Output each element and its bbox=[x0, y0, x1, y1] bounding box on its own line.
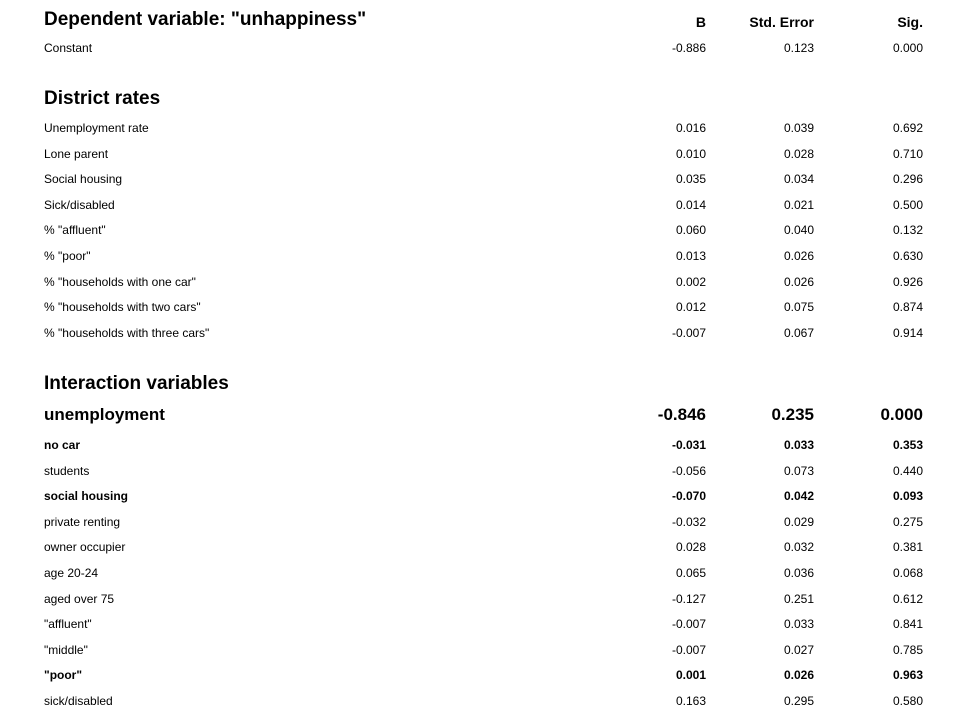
table-row bbox=[0, 643, 960, 657]
table-row bbox=[0, 694, 960, 708]
table-row bbox=[0, 223, 960, 237]
sig-value: 0.785 bbox=[892, 642, 923, 657]
sig-value: 0.353 bbox=[892, 438, 923, 452]
sig-value: 0.093 bbox=[892, 489, 923, 504]
std-error-value: 0.033 bbox=[783, 617, 814, 632]
table-row bbox=[0, 121, 960, 135]
sig-value: 0.500 bbox=[892, 197, 923, 212]
b-value: 0.002 bbox=[675, 274, 706, 289]
sig-value: 0.000 bbox=[880, 405, 923, 424]
b-value: 0.065 bbox=[675, 566, 706, 580]
std-error-value: 0.042 bbox=[783, 489, 814, 504]
table-row bbox=[0, 438, 960, 452]
std-error-value: 0.028 bbox=[783, 146, 814, 161]
b-value: 0.010 bbox=[675, 146, 706, 161]
sig-value: 0.692 bbox=[892, 121, 923, 135]
row-label: "poor" bbox=[44, 668, 83, 683]
table-title: Dependent variable: "unhappiness" bbox=[44, 9, 367, 30]
b-value: -0.032 bbox=[671, 514, 706, 529]
row-label: owner occupier bbox=[44, 540, 126, 555]
row-label: % "affluent" bbox=[44, 223, 106, 238]
unemployment-row bbox=[0, 405, 960, 425]
b-value: -0.070 bbox=[671, 489, 706, 504]
table-row bbox=[0, 275, 960, 289]
b-value: 0.013 bbox=[675, 249, 706, 263]
sig-value: 0.275 bbox=[892, 514, 923, 529]
table-row bbox=[0, 300, 960, 314]
row-label: private renting bbox=[44, 514, 121, 529]
b-value: -0.007 bbox=[671, 617, 706, 632]
row-label: aged over 75 bbox=[44, 591, 115, 606]
b-value: 0.012 bbox=[675, 300, 706, 315]
column-header-sig: Sig. bbox=[897, 14, 923, 30]
sig-value: 0.296 bbox=[892, 172, 923, 187]
b-value: 0.060 bbox=[675, 223, 706, 238]
b-value: -0.007 bbox=[671, 642, 706, 657]
row-label: Social housing bbox=[44, 172, 123, 187]
row-label: % "poor" bbox=[44, 249, 91, 263]
row-label: students bbox=[44, 463, 90, 478]
b-value: -0.007 bbox=[671, 325, 706, 340]
table-row bbox=[0, 172, 960, 186]
b-value: 0.163 bbox=[675, 694, 706, 708]
std-error-value: 0.039 bbox=[783, 121, 814, 135]
sig-value: 0.132 bbox=[892, 223, 923, 238]
sig-value: 0.841 bbox=[892, 617, 923, 632]
constant-row bbox=[0, 41, 960, 55]
column-header-b: B bbox=[695, 14, 706, 30]
b-value: -0.127 bbox=[671, 591, 706, 606]
sig-value: 0.612 bbox=[892, 591, 923, 606]
sig-value: 0.874 bbox=[892, 300, 923, 315]
std-error-value: 0.033 bbox=[783, 438, 814, 452]
sig-value: 0.710 bbox=[892, 146, 923, 161]
row-label: % "households with three cars" bbox=[44, 325, 210, 340]
std-error-value: 0.123 bbox=[783, 41, 814, 55]
sig-value: 0.926 bbox=[892, 274, 923, 289]
table-row bbox=[0, 592, 960, 606]
row-label: unemployment bbox=[44, 405, 165, 424]
table-row bbox=[0, 566, 960, 580]
sig-value: 0.630 bbox=[892, 249, 923, 263]
table-row bbox=[0, 147, 960, 161]
table-header-row bbox=[0, 9, 960, 33]
std-error-value: 0.040 bbox=[783, 223, 814, 238]
std-error-value: 0.036 bbox=[783, 566, 814, 580]
std-error-value: 0.027 bbox=[783, 642, 814, 657]
std-error-value: 0.034 bbox=[783, 172, 814, 187]
b-value: 0.001 bbox=[675, 668, 706, 683]
row-label: "affluent" bbox=[44, 617, 92, 632]
std-error-value: 0.067 bbox=[783, 325, 814, 340]
row-label: Unemployment rate bbox=[44, 121, 149, 135]
b-value: 0.035 bbox=[675, 172, 706, 187]
b-value: -0.031 bbox=[671, 438, 706, 452]
std-error-value: 0.029 bbox=[783, 514, 814, 529]
table-row bbox=[0, 249, 960, 263]
std-error-value: 0.075 bbox=[783, 300, 814, 315]
sig-value: 0.381 bbox=[892, 540, 923, 555]
section-heading-label: District rates bbox=[44, 88, 161, 109]
b-value: -0.056 bbox=[671, 463, 706, 478]
table-row bbox=[0, 540, 960, 554]
std-error-value: 0.073 bbox=[783, 463, 814, 478]
section-heading-district-rates bbox=[0, 88, 960, 110]
b-value: 0.016 bbox=[675, 121, 706, 135]
sig-value: 0.580 bbox=[892, 694, 923, 708]
table-row bbox=[0, 617, 960, 631]
row-label: sick/disabled bbox=[44, 694, 113, 708]
std-error-value: 0.026 bbox=[783, 668, 814, 683]
std-error-value: 0.251 bbox=[783, 591, 814, 606]
table-row bbox=[0, 198, 960, 212]
std-error-value: 0.026 bbox=[783, 249, 814, 263]
row-label: Constant bbox=[44, 41, 93, 55]
row-label: % "households with one car" bbox=[44, 274, 196, 289]
sig-value: 0.440 bbox=[892, 463, 923, 478]
sig-value: 0.068 bbox=[892, 566, 923, 580]
row-label: % "households with two cars" bbox=[44, 300, 201, 315]
table-row bbox=[0, 489, 960, 503]
std-error-value: 0.032 bbox=[783, 540, 814, 555]
sig-value: 0.000 bbox=[892, 41, 923, 55]
row-label: Sick/disabled bbox=[44, 197, 115, 212]
table-row bbox=[0, 464, 960, 478]
column-header-std-error: Std. Error bbox=[749, 14, 814, 30]
section-heading-interaction-variables bbox=[0, 373, 960, 395]
b-value: 0.028 bbox=[675, 540, 706, 555]
section-heading-label: Interaction variables bbox=[44, 373, 229, 394]
table-row bbox=[0, 515, 960, 529]
table-row bbox=[0, 668, 960, 682]
table-row bbox=[0, 326, 960, 340]
row-label: no car bbox=[44, 438, 81, 452]
row-label: "middle" bbox=[44, 642, 88, 657]
std-error-value: 0.235 bbox=[771, 405, 814, 424]
b-value: -0.846 bbox=[657, 405, 706, 424]
row-label: age 20-24 bbox=[44, 566, 99, 580]
b-value: 0.014 bbox=[675, 197, 706, 212]
row-label: social housing bbox=[44, 489, 129, 504]
sig-value: 0.963 bbox=[892, 668, 923, 683]
row-label: Lone parent bbox=[44, 146, 109, 161]
sig-value: 0.914 bbox=[892, 325, 923, 340]
std-error-value: 0.021 bbox=[783, 197, 814, 212]
std-error-value: 0.295 bbox=[783, 694, 814, 708]
std-error-value: 0.026 bbox=[783, 274, 814, 289]
b-value: -0.886 bbox=[671, 41, 706, 55]
